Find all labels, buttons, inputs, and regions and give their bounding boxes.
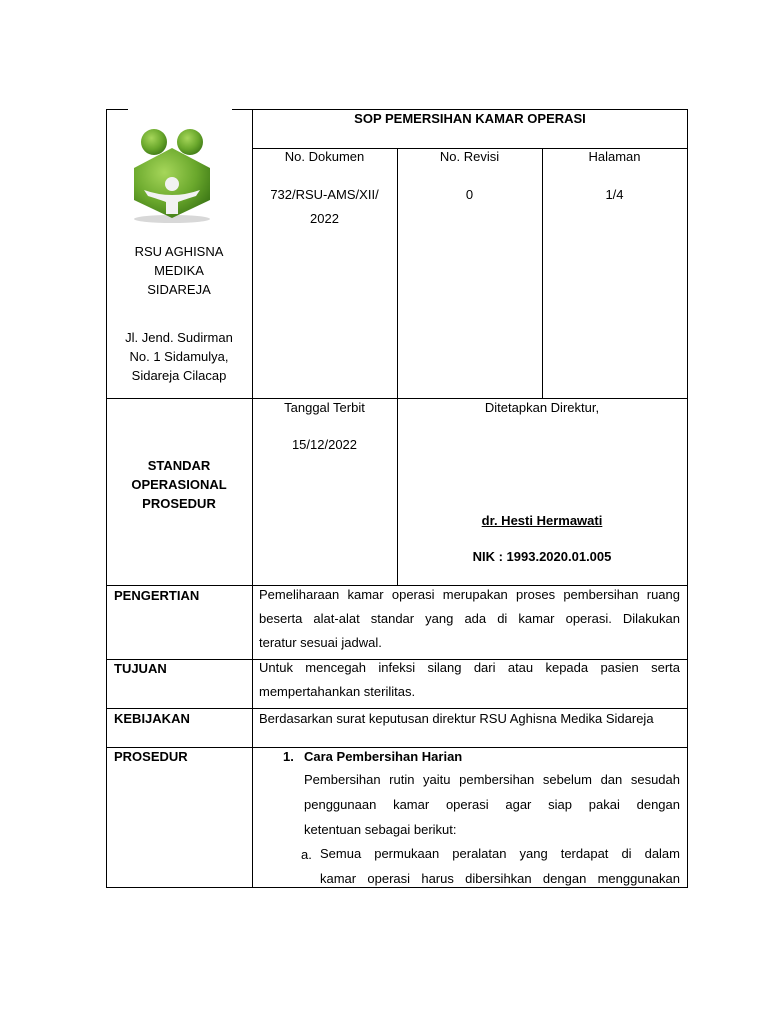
hospital-name-line-1: RSU AGHISNA: [134, 244, 224, 259]
pengertian-line-1: Pemeliharaan kamar operasi merupakan proses pembersihan ruang: [259, 587, 680, 602]
hospital-name-line-3: SIDAREJA: [147, 282, 211, 297]
prosedur-sub-marker: a.: [301, 847, 312, 862]
document-title: SOP PEMERSIHAN KAMAR OPERASI: [354, 111, 586, 126]
pengertian-line-3: teratur sesuai jadwal.: [259, 635, 382, 650]
director-nik: NIK : 1993.2020.01.005: [472, 549, 612, 564]
tujuan-label: TUJUAN: [114, 661, 167, 676]
prosedur-line-2: penggunaan kamar operasi agar siap pakai dengan: [304, 797, 680, 812]
sop-label-line-3: PROSEDUR: [142, 496, 216, 511]
prosedur-sub-line-2: kamar operasi harus dibersihkan dengan menggunakan: [320, 871, 680, 886]
kebijakan-label: KEBIJAKAN: [114, 711, 190, 726]
pengertian-label: PENGERTIAN: [114, 588, 200, 603]
doc-number-value-line-1: 732/RSU-AMS/XII/: [270, 187, 379, 202]
sop-label-line-1: STANDAR: [147, 458, 211, 473]
hospital-address-line-3: Sidareja Cilacap: [131, 368, 227, 383]
prosedur-item-title: Cara Pembersihan Harian: [304, 749, 463, 764]
kebijakan-text: Berdasarkan surat keputusan direktur RSU Aghisna Medika Sidareja: [259, 711, 654, 726]
prosedur-line-1: Pembersihan rutin yaitu pembersihan sebelum dan sesudah: [304, 772, 680, 787]
hospital-logo-icon: [124, 122, 220, 224]
hospital-address-line-1: Jl. Jend. Sudirman: [125, 330, 233, 345]
tujuan-line-2: mempertahankan sterilitas.: [259, 684, 416, 699]
doc-number-value-line-2: 2022: [310, 211, 339, 226]
sop-label-line-2: OPERASIONAL: [131, 477, 227, 492]
revision-value: 0: [465, 187, 474, 202]
hospital-address-line-2: No. 1 Sidamulya,: [129, 349, 229, 364]
hospital-name-line-2: MEDIKA: [154, 263, 204, 278]
tujuan-line-1: Untuk mencegah infeksi silang dari atau kepada pasien serta: [259, 660, 680, 675]
page-label: Halaman: [588, 149, 641, 164]
prosedur-item-number: 1.: [283, 749, 294, 764]
issue-date-value: 15/12/2022: [291, 437, 358, 452]
issue-date-label: Tanggal Terbit: [284, 400, 365, 415]
doc-number-label: No. Dokumen: [284, 149, 365, 164]
prosedur-sub-line-1: Semua permukaan peralatan yang terdapat di dalam: [320, 846, 680, 861]
prosedur-label: PROSEDUR: [114, 749, 188, 764]
pengertian-line-2: beserta alat-alat standar yang ada di kamar operasi. Dilakukan: [259, 611, 680, 626]
director-name: dr. Hesti Hermawati: [481, 513, 603, 528]
approved-by-label: Ditetapkan Direktur,: [484, 400, 600, 415]
page-value: 1/4: [605, 187, 624, 202]
prosedur-line-3: ketentuan sebagai berikut:: [304, 822, 457, 837]
revision-label: No. Revisi: [439, 149, 500, 164]
